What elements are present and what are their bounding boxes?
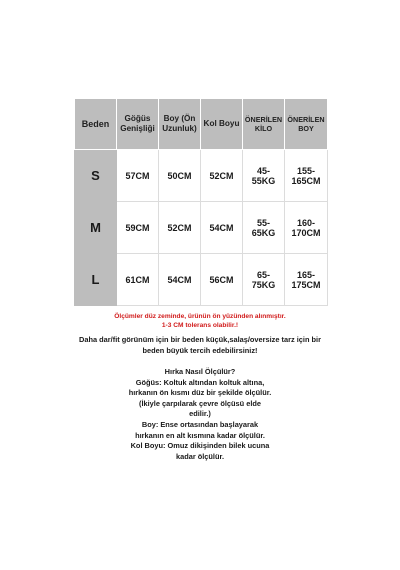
- onerilen-boy-value: 165- 175CM: [285, 254, 328, 306]
- guide-line: edilir.): [189, 409, 211, 419]
- header-boy-on-uzunluk: Boy (Ön Uzunluk): [159, 99, 201, 150]
- boy-value: 52CM: [159, 202, 201, 254]
- header-onerilen-kilo: ÖNERİLEN KİLO: [243, 99, 285, 150]
- note-red-line: 1-3 CM tolerans olabilir.!: [161, 322, 239, 329]
- note-fit-line: beden büyük tercih edebilirsiniz!: [142, 345, 258, 355]
- table-row: [75, 254, 328, 306]
- gogus-value: 59CM: [117, 202, 159, 254]
- size-label: L: [75, 254, 117, 306]
- table-row: [75, 150, 328, 202]
- guide-line: Göğüs: Koltuk altından koltuk altına,: [135, 377, 265, 387]
- header-onerilen-boy: ÖNERİLEN BOY: [285, 99, 328, 150]
- table-row: [75, 202, 328, 254]
- kilo-value: 45- 55KG: [243, 150, 285, 202]
- header-beden: Beden: [75, 99, 117, 150]
- guide-title: Hırka Nasıl Ölçülür?: [164, 367, 236, 376]
- gogus-value: 57CM: [117, 150, 159, 202]
- note-red-line: Ölçümler düz zeminde, ürünün ön yüzünden alınmıştır.: [114, 313, 286, 320]
- size-chart-table: [74, 98, 328, 306]
- boy-value: 50CM: [159, 150, 201, 202]
- guide-line: hırkanın ön kısmı düz bir şekilde ölçülür.: [128, 388, 272, 398]
- note-fit-line: Daha dar/fit görünüm için bir beden küçük,salaş/oversize tarz için bir: [79, 335, 321, 344]
- guide-line: kadar ölçülür.: [175, 451, 225, 461]
- onerilen-boy-value: 160- 170CM: [285, 202, 328, 254]
- kilo-value: 65- 75KG: [243, 254, 285, 306]
- size-label: M: [75, 202, 117, 254]
- fit-advice-note: [0, 335, 400, 356]
- onerilen-boy-value: 155- 165CM: [285, 150, 328, 202]
- header-gogus-genisligi: Göğüs Genişliği: [117, 99, 159, 150]
- kol-value: 54CM: [201, 202, 243, 254]
- header-kol-boyu: Kol Boyu: [201, 99, 243, 150]
- boy-value: 54CM: [159, 254, 201, 306]
- guide-line: hırkanın en alt kısmına kadar ölçülür.: [135, 430, 265, 440]
- size-label: S: [75, 150, 117, 202]
- kol-value: 56CM: [201, 254, 243, 306]
- guide-line: Boy: Ense ortasından başlayarak: [141, 419, 259, 429]
- guide-line: Kol Boyu: Omuz dikişinden bilek ucuna: [130, 441, 270, 451]
- gogus-value: 61CM: [117, 254, 159, 306]
- measurement-tolerance-note: [0, 312, 400, 330]
- kol-value: 52CM: [201, 150, 243, 202]
- table-header-row: [75, 99, 328, 150]
- guide-line: (İkiyle çarpılarak çevre ölçüsü elde: [138, 398, 261, 408]
- kilo-value: 55- 65KG: [243, 202, 285, 254]
- measurement-guide: [0, 367, 400, 462]
